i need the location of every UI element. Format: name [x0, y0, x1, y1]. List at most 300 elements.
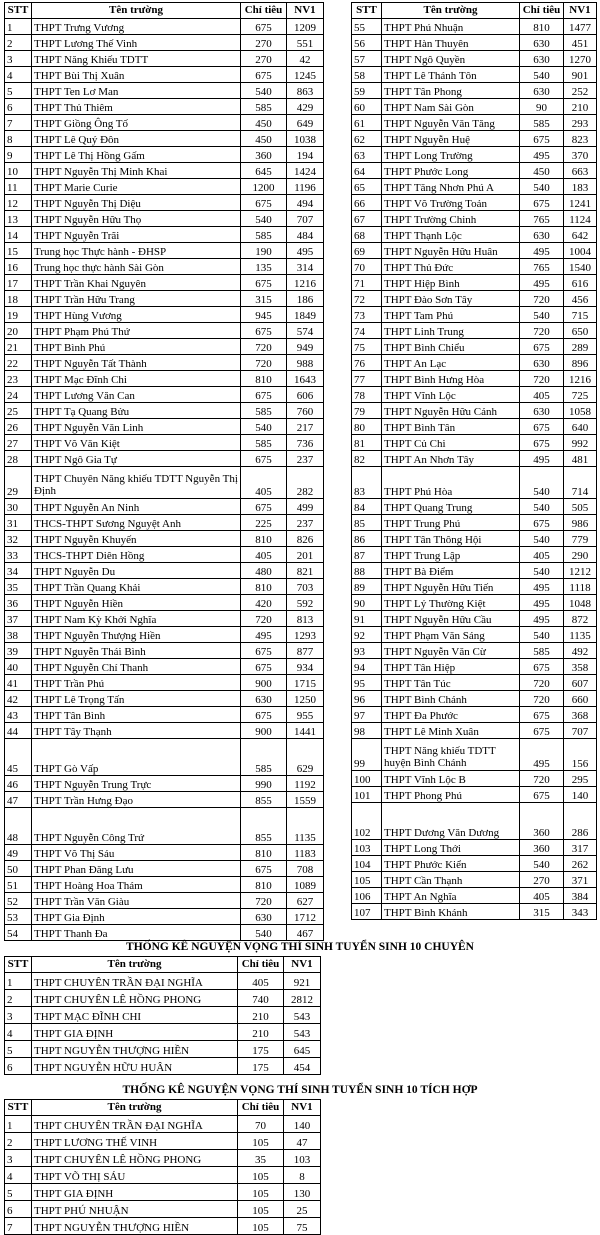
row-quota: 405 — [241, 547, 287, 563]
row-nv1: 481 — [564, 451, 597, 467]
row-nv1: 543 — [284, 1024, 321, 1041]
row-nv1: 863 — [287, 83, 324, 99]
row-quota: 675 — [241, 19, 287, 35]
table-row — [352, 723, 597, 739]
row-school-name: THPT Nguyễn Hữu Tiến — [382, 579, 520, 595]
table-row — [352, 840, 597, 856]
row-nv1: 103 — [284, 1150, 321, 1167]
row-quota: 405 — [520, 387, 564, 403]
row-quota: 810 — [241, 579, 287, 595]
row-stt: 56 — [352, 35, 382, 51]
table-row — [352, 83, 597, 99]
row-quota: 945 — [241, 307, 287, 323]
row-school-name: THCS-THPT Diên Hồng — [32, 547, 241, 563]
row-nv1: 495 — [287, 243, 324, 259]
row-school-name: THPT Phong Phú — [382, 787, 520, 803]
row-stt: 77 — [352, 371, 382, 387]
row-school-name: THPT Gia Định — [32, 909, 241, 925]
table-row — [352, 323, 597, 339]
header-row — [5, 3, 324, 19]
row-stt: 8 — [5, 131, 32, 147]
table-row — [352, 595, 597, 611]
row-school-name: THPT Giồng Ông Tố — [32, 115, 241, 131]
row-nv1: 642 — [564, 227, 597, 243]
row-school-name: THPT Lê Thánh Tôn — [382, 67, 520, 83]
row-school-name: THPT An Lạc — [382, 355, 520, 371]
row-stt: 2 — [5, 990, 32, 1007]
row-stt: 63 — [352, 147, 382, 163]
schools-table-right — [351, 2, 597, 920]
row-school-name: THPT Tăng Nhơn Phú A — [382, 179, 520, 195]
table-row — [352, 51, 597, 67]
row-nv1: 1058 — [564, 403, 597, 419]
row-school-name: THPT Quang Trung — [382, 499, 520, 515]
row-nv1: 1241 — [564, 195, 597, 211]
row-school-name: THPT Nguyễn Công Trứ — [32, 808, 241, 845]
row-stt: 78 — [352, 387, 382, 403]
row-stt: 32 — [5, 531, 32, 547]
table-row — [352, 403, 597, 419]
row-school-name: THPT Ngô Gia Tự — [32, 451, 241, 467]
row-school-name: THPT Bình Tân — [382, 419, 520, 435]
row-school-name: THPT GIA ĐỊNH — [32, 1184, 238, 1201]
row-quota: 360 — [520, 840, 564, 856]
table-row — [5, 227, 324, 243]
row-quota: 405 — [238, 973, 284, 990]
row-nv1: 1477 — [564, 19, 597, 35]
table-row — [5, 776, 324, 792]
row-nv1: 384 — [564, 888, 597, 904]
row-stt: 26 — [5, 419, 32, 435]
row-school-name: THPT Phước Kiển — [382, 856, 520, 872]
row-quota: 675 — [520, 419, 564, 435]
row-school-name: THPT Phước Long — [382, 163, 520, 179]
row-quota: 1200 — [241, 179, 287, 195]
row-quota: 810 — [241, 845, 287, 861]
row-quota: 630 — [241, 909, 287, 925]
row-quota: 720 — [241, 611, 287, 627]
row-quota: 810 — [241, 531, 287, 547]
row-nv1: 156 — [564, 739, 597, 771]
row-quota: 675 — [241, 707, 287, 723]
row-nv1: 1212 — [564, 563, 597, 579]
table-row — [5, 355, 324, 371]
table-row — [352, 611, 597, 627]
row-quota: 675 — [241, 275, 287, 291]
table-row — [5, 925, 324, 941]
row-quota: 900 — [241, 723, 287, 739]
row-stt: 81 — [352, 435, 382, 451]
table-row — [352, 371, 597, 387]
row-school-name: THPT Hàn Thuyên — [382, 35, 520, 51]
row-stt: 31 — [5, 515, 32, 531]
table-row — [5, 51, 324, 67]
table-row — [352, 563, 597, 579]
row-quota: 135 — [241, 259, 287, 275]
row-school-name: THPT Tạ Quang Bửu — [32, 403, 241, 419]
row-stt: 5 — [5, 83, 32, 99]
row-stt: 12 — [5, 195, 32, 211]
table-row — [352, 627, 597, 643]
row-school-name: THPT Nguyễn Thị Diệu — [32, 195, 241, 211]
row-school-name: THPT Tân Hiệp — [382, 659, 520, 675]
row-school-name: THPT Phạm Văn Sáng — [382, 627, 520, 643]
row-quota: 495 — [520, 611, 564, 627]
row-quota: 810 — [241, 371, 287, 387]
row-school-name: THPT Bình Hưng Hòa — [382, 371, 520, 387]
row-nv1: 707 — [564, 723, 597, 739]
row-stt: 97 — [352, 707, 382, 723]
table-row — [352, 275, 597, 291]
row-stt: 4 — [5, 67, 32, 83]
row-school-name: THPT LƯƠNG THẾ VINH — [32, 1133, 238, 1150]
row-quota: 540 — [520, 179, 564, 195]
row-school-name: THPT Bình Khánh — [382, 904, 520, 920]
header-school-name: Tên trường — [382, 3, 520, 19]
row-quota: 360 — [520, 803, 564, 840]
row-school-name: Trung học Thực hành - ĐHSP — [32, 243, 241, 259]
row-nv1: 289 — [564, 339, 597, 355]
row-school-name: THCS-THPT Sương Nguyệt Anh — [32, 515, 241, 531]
row-nv1: 293 — [564, 115, 597, 131]
row-nv1: 1715 — [287, 675, 324, 691]
table-row — [352, 115, 597, 131]
row-stt: 3 — [5, 51, 32, 67]
table-row — [352, 739, 597, 771]
row-stt: 55 — [352, 19, 382, 35]
table-row — [5, 1041, 321, 1058]
row-quota: 105 — [238, 1167, 284, 1184]
table-row — [5, 1150, 321, 1167]
row-quota: 495 — [520, 147, 564, 163]
row-school-name: THPT Trưng Vương — [32, 19, 241, 35]
row-nv1: 282 — [287, 467, 324, 499]
row-school-name: THPT NGUYỄN HỮU HUÂN — [32, 1058, 238, 1075]
row-quota: 540 — [520, 531, 564, 547]
row-quota: 495 — [520, 451, 564, 467]
row-stt: 104 — [352, 856, 382, 872]
row-quota: 675 — [520, 435, 564, 451]
row-quota: 540 — [520, 67, 564, 83]
table-row — [5, 515, 324, 531]
table-row — [5, 877, 324, 893]
row-nv1: 629 — [287, 739, 324, 776]
integrated-title: THỐNG KÊ NGUYỆN VỌNG THÍ SINH TUYỂN SINH 10 TÍCH HỢP — [122, 1084, 478, 1096]
row-stt: 87 — [352, 547, 382, 563]
row-school-name: THPT Cần Thạnh — [382, 872, 520, 888]
row-nv1: 663 — [564, 163, 597, 179]
header-quota: Chỉ tiêu — [238, 1100, 284, 1116]
row-school-name: THPT Phú Nhuận — [382, 19, 520, 35]
table-row — [352, 307, 597, 323]
row-quota: 675 — [241, 499, 287, 515]
table-row — [5, 675, 324, 691]
row-quota: 720 — [520, 323, 564, 339]
row-nv1: 286 — [564, 803, 597, 840]
table-row — [352, 163, 597, 179]
row-nv1: 606 — [287, 387, 324, 403]
header-quota: Chỉ tiêu — [238, 957, 284, 973]
table-row — [5, 739, 324, 776]
table-row — [352, 547, 597, 563]
row-school-name: THPT Nguyễn An Ninh — [32, 499, 241, 515]
table-row — [5, 259, 324, 275]
row-quota: 540 — [241, 211, 287, 227]
table-row — [5, 909, 324, 925]
row-quota: 675 — [520, 723, 564, 739]
row-school-name: THPT Vĩnh Lộc B — [382, 771, 520, 787]
row-stt: 105 — [352, 872, 382, 888]
row-nv1: 1135 — [564, 627, 597, 643]
row-school-name: THPT Hiệp Bình — [382, 275, 520, 291]
row-stt: 1 — [5, 1116, 32, 1133]
table-row — [352, 435, 597, 451]
row-school-name: THPT Lê Minh Xuân — [382, 723, 520, 739]
row-stt: 1 — [5, 19, 32, 35]
row-nv1: 714 — [564, 467, 597, 499]
table-row — [352, 531, 597, 547]
row-quota: 585 — [241, 99, 287, 115]
row-school-name: THPT Nguyễn Hữu Cầu — [382, 611, 520, 627]
row-school-name: THPT Năng Khiếu TDTT — [32, 51, 241, 67]
row-quota: 765 — [520, 211, 564, 227]
row-nv1: 237 — [287, 515, 324, 531]
table-row — [5, 451, 324, 467]
row-stt: 11 — [5, 179, 32, 195]
row-school-name: THPT Thạnh Lộc — [382, 227, 520, 243]
row-stt: 6 — [5, 1201, 32, 1218]
integrated-table — [4, 1099, 321, 1235]
row-school-name: THPT Trung Phú — [382, 515, 520, 531]
row-school-name: THPT Nguyễn Thái Bình — [32, 643, 241, 659]
table-row — [352, 659, 597, 675]
row-quota: 675 — [520, 515, 564, 531]
row-school-name: THPT Thủ Đức — [382, 259, 520, 275]
row-school-name: THPT Tân Thông Hội — [382, 531, 520, 547]
row-quota: 720 — [520, 371, 564, 387]
row-stt: 103 — [352, 840, 382, 856]
table-row — [5, 659, 324, 675]
row-school-name: THPT Nguyễn Thượng Hiền — [32, 627, 241, 643]
row-quota: 675 — [520, 339, 564, 355]
row-stt: 91 — [352, 611, 382, 627]
row-nv1: 42 — [287, 51, 324, 67]
row-nv1: 1124 — [564, 211, 597, 227]
row-nv1: 429 — [287, 99, 324, 115]
row-quota: 630 — [520, 227, 564, 243]
table-row — [5, 403, 324, 419]
row-school-name: THPT Mạc Đĩnh Chi — [32, 371, 241, 387]
specialized-title: THỐNG KÊ NGUYỆN VỌNG THÍ SINH TUYỂN SINH 10 CHUYÊN — [126, 941, 474, 953]
table-row — [5, 195, 324, 211]
table-row — [5, 893, 324, 909]
row-quota: 810 — [520, 19, 564, 35]
row-quota: 175 — [238, 1058, 284, 1075]
row-quota: 540 — [520, 467, 564, 499]
row-school-name: THPT Nguyễn Du — [32, 563, 241, 579]
row-quota: 105 — [238, 1133, 284, 1150]
row-school-name: THPT Ten Lơ Man — [32, 83, 241, 99]
row-school-name: THPT Trung Lập — [382, 547, 520, 563]
table-row — [5, 1007, 321, 1024]
row-nv1: 8 — [284, 1167, 321, 1184]
row-stt: 10 — [5, 163, 32, 179]
row-nv1: 645 — [284, 1041, 321, 1058]
row-stt: 99 — [352, 739, 382, 771]
row-stt: 41 — [5, 675, 32, 691]
row-quota: 105 — [238, 1218, 284, 1235]
row-quota: 540 — [520, 307, 564, 323]
table-row — [352, 259, 597, 275]
row-quota: 720 — [241, 355, 287, 371]
row-stt: 58 — [352, 67, 382, 83]
row-stt: 23 — [5, 371, 32, 387]
row-stt: 90 — [352, 595, 382, 611]
table-row — [5, 19, 324, 35]
table-row — [352, 515, 597, 531]
row-nv1: 955 — [287, 707, 324, 723]
table-row — [352, 787, 597, 803]
row-quota: 210 — [238, 1024, 284, 1041]
row-nv1: 492 — [564, 643, 597, 659]
row-nv1: 551 — [287, 35, 324, 51]
row-quota: 630 — [520, 51, 564, 67]
schools-table-left — [4, 2, 324, 941]
row-school-name: THPT GIA ĐỊNH — [32, 1024, 238, 1041]
row-stt: 6 — [5, 99, 32, 115]
row-school-name: THPT Tam Phú — [382, 307, 520, 323]
table-row — [352, 99, 597, 115]
row-school-name: THPT Long Thới — [382, 840, 520, 856]
table-row — [352, 675, 597, 691]
row-quota: 495 — [241, 627, 287, 643]
row-stt: 89 — [352, 579, 382, 595]
row-quota: 675 — [241, 451, 287, 467]
table-row — [5, 611, 324, 627]
table-row — [5, 499, 324, 515]
row-stt: 93 — [352, 643, 382, 659]
row-nv1: 494 — [287, 195, 324, 211]
table-row — [352, 147, 597, 163]
row-nv1: 1270 — [564, 51, 597, 67]
row-nv1: 640 — [564, 419, 597, 435]
row-nv1: 370 — [564, 147, 597, 163]
row-school-name: THPT Nguyễn Hữu Thọ — [32, 211, 241, 227]
table-row — [5, 147, 324, 163]
table-row — [5, 563, 324, 579]
row-nv1: 1048 — [564, 595, 597, 611]
row-stt: 36 — [5, 595, 32, 611]
row-quota: 645 — [241, 163, 287, 179]
row-nv1: 505 — [564, 499, 597, 515]
row-school-name: THPT Đa Phước — [382, 707, 520, 723]
header-stt: STT — [5, 1100, 32, 1116]
table-row — [352, 35, 597, 51]
row-nv1: 543 — [284, 1007, 321, 1024]
row-nv1: 877 — [287, 643, 324, 659]
row-stt: 83 — [352, 467, 382, 499]
row-quota: 630 — [520, 35, 564, 51]
row-quota: 105 — [238, 1184, 284, 1201]
row-school-name: THPT Tân Bình — [32, 707, 241, 723]
row-stt: 21 — [5, 339, 32, 355]
row-school-name: THPT Võ Thị Sáu — [32, 845, 241, 861]
table-row — [5, 547, 324, 563]
row-nv1: 934 — [287, 659, 324, 675]
table-row — [352, 67, 597, 83]
row-nv1: 592 — [287, 595, 324, 611]
row-nv1: 649 — [287, 115, 324, 131]
table-row — [352, 19, 597, 35]
row-school-name: THPT Trường Chinh — [382, 211, 520, 227]
row-quota: 450 — [241, 115, 287, 131]
row-quota: 70 — [238, 1116, 284, 1133]
table-row — [5, 595, 324, 611]
row-quota: 450 — [520, 163, 564, 179]
row-nv1: 725 — [564, 387, 597, 403]
table-row — [5, 35, 324, 51]
row-stt: 106 — [352, 888, 382, 904]
row-nv1: 454 — [284, 1058, 321, 1075]
row-stt: 7 — [5, 1218, 32, 1235]
row-school-name: THPT Nguyễn Hữu Huân — [382, 243, 520, 259]
row-stt: 66 — [352, 195, 382, 211]
row-stt: 20 — [5, 323, 32, 339]
row-school-name: THPT Bình Phú — [32, 339, 241, 355]
row-school-name: THPT Tân Túc — [382, 675, 520, 691]
table-row — [352, 451, 597, 467]
row-school-name: THPT CHUYÊN LÊ HỒNG PHONG — [32, 990, 238, 1007]
header-stt: STT — [352, 3, 382, 19]
row-nv1: 896 — [564, 355, 597, 371]
row-school-name: THPT Phạm Phú Thứ — [32, 323, 241, 339]
row-school-name: THPT Trần Khai Nguyên — [32, 275, 241, 291]
row-nv1: 826 — [287, 531, 324, 547]
row-quota: 720 — [520, 691, 564, 707]
row-nv1: 1209 — [287, 19, 324, 35]
row-quota: 675 — [520, 659, 564, 675]
row-stt: 73 — [352, 307, 382, 323]
row-stt: 64 — [352, 163, 382, 179]
table-row — [352, 888, 597, 904]
row-stt: 72 — [352, 291, 382, 307]
row-school-name: THPT Dương Văn Dương — [382, 803, 520, 840]
row-nv1: 317 — [564, 840, 597, 856]
row-stt: 30 — [5, 499, 32, 515]
row-nv1: 75 — [284, 1218, 321, 1235]
row-quota: 720 — [520, 771, 564, 787]
table-row — [5, 990, 321, 1007]
row-nv1: 760 — [287, 403, 324, 419]
row-nv1: 467 — [287, 925, 324, 941]
row-school-name: THPT Nguyễn Thị Minh Khai — [32, 163, 241, 179]
row-stt: 4 — [5, 1024, 32, 1041]
row-stt: 69 — [352, 243, 382, 259]
table-row — [352, 355, 597, 371]
row-nv1: 574 — [287, 323, 324, 339]
row-stt: 2 — [5, 1133, 32, 1150]
table-row — [352, 419, 597, 435]
row-school-name: THPT Hoàng Hoa Thám — [32, 877, 241, 893]
row-school-name: THPT Phan Đăng Lưu — [32, 861, 241, 877]
row-stt: 60 — [352, 99, 382, 115]
row-quota: 675 — [241, 195, 287, 211]
table-row — [352, 387, 597, 403]
row-quota: 540 — [520, 856, 564, 872]
row-stt: 29 — [5, 467, 32, 499]
row-stt: 50 — [5, 861, 32, 877]
row-nv1: 650 — [564, 323, 597, 339]
